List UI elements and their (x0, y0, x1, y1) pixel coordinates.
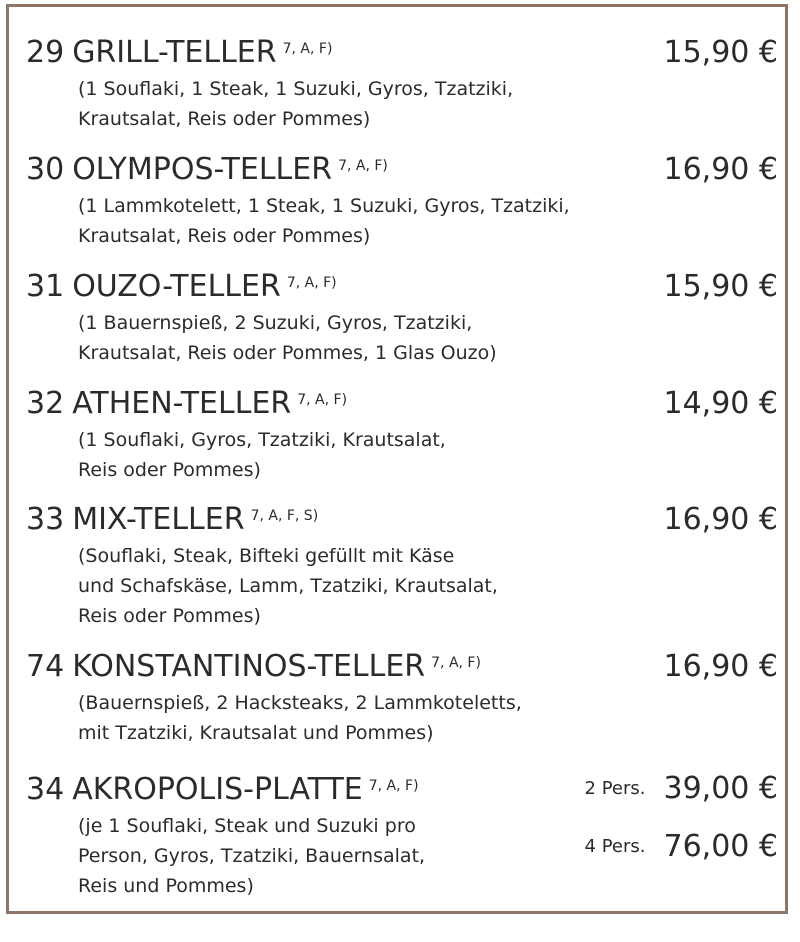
menu-item (26, 34, 778, 134)
menu-item-platter (26, 771, 778, 901)
item-name: MIX-TELLER (72, 502, 245, 537)
item-number: 31 (26, 269, 65, 304)
item-number: 34 (26, 772, 65, 807)
portion-option (585, 771, 778, 806)
item-allergens: 7, A, F) (338, 158, 388, 174)
item-description (78, 308, 778, 368)
description-line: (Bauernspieß, 2 Hacksteaks, 2 Lammkoteletts, (78, 692, 522, 714)
item-name: ATHEN-TELLER (72, 386, 292, 421)
item-price: 15,90 € (663, 35, 778, 70)
menu-item (26, 648, 778, 748)
description-line: (1 Bauernspieß, 2 Suzuki, Gyros, Tzatziki, (78, 312, 473, 334)
item-price: 16,90 € (663, 152, 778, 187)
item-allergens: 7, A, F) (282, 41, 333, 57)
description-line: Person, Gyros, Tzatziki, Bauernsalat, (78, 845, 426, 867)
description-line: (Souflaki, Steak, Bifteki gefüllt mit Käse (78, 545, 455, 567)
description-line: Krautsalat, Reis oder Pommes, 1 Glas Ouzo) (78, 342, 497, 364)
item-price: 15,90 € (663, 269, 778, 304)
item-name: GRILL-TELLER (72, 35, 277, 70)
description-line: mit Tzatziki, Krautsalat und Pommes) (78, 722, 434, 744)
description-line: Reis oder Pommes) (78, 605, 261, 627)
description-line: Krautsalat, Reis oder Pommes) (78, 108, 371, 130)
item-allergens: 7, A, F) (286, 275, 337, 291)
item-name: KONSTANTINOS-TELLER (72, 649, 426, 684)
portion-price: 39,00 € (663, 771, 778, 806)
item-price: 16,90 € (663, 649, 778, 684)
item-allergens: 7, A, F, S) (250, 508, 319, 524)
portion-label: 2 Pers. (584, 778, 646, 799)
portion-label: 4 Pers. (584, 836, 646, 857)
description-line: und Schafskäse, Lamm, Tzatziki, Krautsalat, (78, 575, 498, 597)
item-description (78, 541, 778, 631)
menu-item (26, 385, 778, 485)
description-line: Reis und Pommes) (78, 875, 254, 897)
portion-price: 76,00 € (663, 829, 778, 864)
item-description (78, 425, 778, 485)
menu-item (26, 268, 778, 368)
item-description (78, 688, 778, 748)
item-allergens: 7, A, F) (431, 655, 481, 671)
item-title (26, 385, 347, 423)
item-price: 16,90 € (663, 502, 778, 537)
description-line: (1 Souflaki, 1 Steak, 1 Suzuki, Gyros, Tzatziki, (78, 78, 514, 100)
item-allergens: 7, A, F) (297, 392, 348, 408)
description-line: (je 1 Souflaki, Steak und Suzuki pro (78, 815, 416, 837)
item-title (26, 34, 332, 72)
description-line: Reis oder Pommes) (78, 459, 261, 481)
item-title (26, 151, 388, 189)
item-name: OLYMPOS-TELLER (72, 152, 333, 187)
item-number: 30 (26, 152, 65, 187)
menu-item (26, 501, 778, 631)
item-name: OUZO-TELLER (72, 269, 281, 304)
item-title (26, 648, 481, 686)
item-title (26, 501, 318, 539)
item-number: 32 (26, 386, 65, 421)
item-title (26, 268, 337, 306)
item-description (78, 191, 778, 251)
item-number: 33 (26, 502, 65, 537)
item-number: 74 (26, 649, 65, 684)
description-line: Krautsalat, Reis oder Pommes) (78, 225, 371, 247)
menu-item (26, 151, 778, 251)
description-line: (1 Souflaki, Gyros, Tzatziki, Krautsalat, (78, 429, 446, 451)
item-title (26, 771, 419, 809)
description-line: (1 Lammkotelett, 1 Steak, 1 Suzuki, Gyros, Tzatziki, (78, 195, 570, 217)
item-description (78, 74, 778, 134)
portion-option (585, 829, 778, 864)
item-allergens: 7, A, F) (368, 778, 419, 794)
item-name: AKROPOLIS-PLATTE (72, 772, 363, 807)
item-number: 29 (26, 35, 65, 70)
item-price: 14,90 € (663, 386, 778, 421)
